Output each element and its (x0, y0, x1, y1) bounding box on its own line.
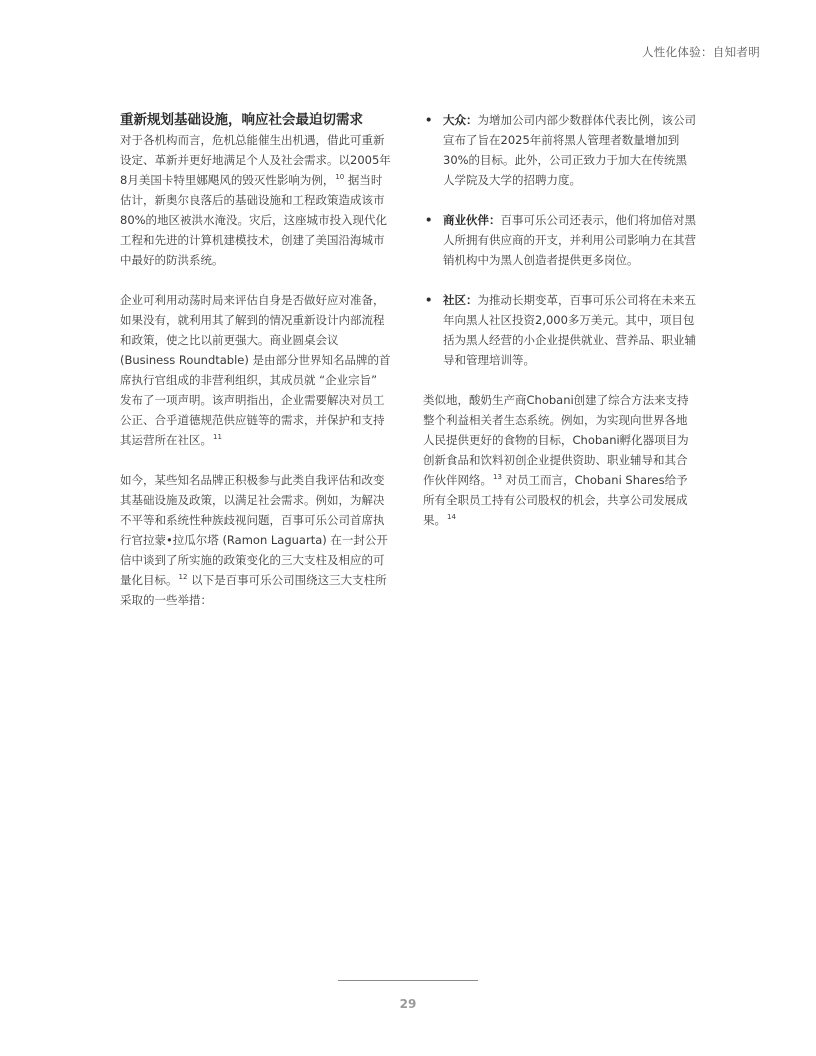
footnote-ref-10[interactable]: 10 (335, 173, 345, 182)
bullet-text: 百事可乐公司还表示，他们将加倍对黑人所拥有供应商的开支，并利用公司影响力在其营销机构中为黑人创造者提供更多岗位。 (443, 213, 696, 267)
page-number: 29 (399, 997, 417, 1011)
bullet-label: 商业伙伴： (443, 213, 501, 227)
paragraph-hurricane (120, 130, 392, 270)
paragraph-pepsico (120, 470, 392, 610)
bullet-item-communities (423, 290, 697, 370)
paragraph-business-roundtable (120, 290, 392, 450)
bullet-text: 为增加公司内部少数群体代表比例，该公司宣布了旨在2025年前将黑人管理者数量增加到30%的目标。此外，公司正致力于加大在传统黑人学院及大学的招聘力度。 (443, 113, 696, 187)
paragraph-text: 以下是百事可乐公司围绕这三大支柱所采取的一些举措： (120, 573, 387, 607)
paragraph-text: 企业可利用动荡时局来评估自身是否做好应对准备，如果没有，就利用其了解到的情况重新设计内部流程和政策，使之比以前更强大。商业圆桌会议 (Business Roundtable) 是由部分世界知名品牌的首席执行官组成的非营利组织，其成员就 “企业宗旨” 发布了一项声明。该声明指出，企业需要解决对员工公正、合乎道德规范供应链等的需求，并保护和支持其运营所在社区。 (120, 293, 391, 447)
paragraph-text: 对于各机构而言，危机总能催生出机遇，借此可重新设定、革新并更好地满足个人及社会需求。以2005年8月美国卡特里娜飓风的毁灭性影响为例， (120, 133, 391, 187)
bullet-marker: • (425, 293, 433, 307)
section-heading: 重新规划基础设施，响应社会最迫切需求 (120, 112, 363, 128)
footnote-ref-13[interactable]: 13 (493, 473, 502, 482)
bullet-label: 大众： (443, 113, 478, 127)
footnote-ref-11[interactable]: 11 (213, 433, 222, 442)
paragraph-text: 对员工而言，Chobani Shares给予所有全职员工持有公司股权的机会，共享公司发展成果。 (423, 473, 688, 527)
paragraph-chobani (423, 390, 697, 530)
bullet-item-people (423, 110, 697, 190)
running-header: 人性化体验：自知者明 (642, 45, 760, 59)
paragraph-text: 据当时估计，新奥尔良落后的基础设施和工程政策造成该市80%的地区被洪水淹没。灾后，这座城市投入现代化工程和先进的计算机建模技术，创建了美国沿海城市中最好的防洪系统。 (120, 173, 388, 267)
footer-divider (338, 980, 478, 981)
footnote-ref-14[interactable]: 14 (447, 513, 456, 522)
left-column (120, 110, 392, 610)
bullet-text: 为推动长期变革，百事可乐公司将在未来五年向黑人社区投资2,000多万美元。其中，项目包括为黑人经营的小企业提供就业、营养品、职业辅导和管理培训等。 (443, 293, 696, 367)
bullet-marker: • (425, 213, 433, 227)
paragraph-text: 如今，某些知名品牌正积极参与此类自我评估和改变其基础设施及政策，以满足社会需求。例如，为解决不平等和系统性种族歧视问题，百事可乐公司首席执行官拉蒙•拉瓜尔塔 (Ramon Laguarta) 在一封公开信中谈到了所实施的政策变化的三大支柱及相应的可量化目标。 (120, 473, 388, 587)
bullet-item-partners (423, 210, 697, 270)
footnote-ref-12[interactable]: 12 (178, 573, 188, 582)
bullet-label: 社区： (443, 293, 478, 307)
bullet-marker: • (425, 113, 433, 127)
right-column (423, 110, 697, 530)
paragraph-text: 类似地，酸奶生产商Chobani创建了综合方法来支持整个利益相关者生态系统。例如，为实现向世界各地人民提供更好的食物的目标，Chobani孵化器项目为创新食品和饮料初创企业提供资助、职业辅导和其合作伙伴网络。 (423, 393, 689, 487)
